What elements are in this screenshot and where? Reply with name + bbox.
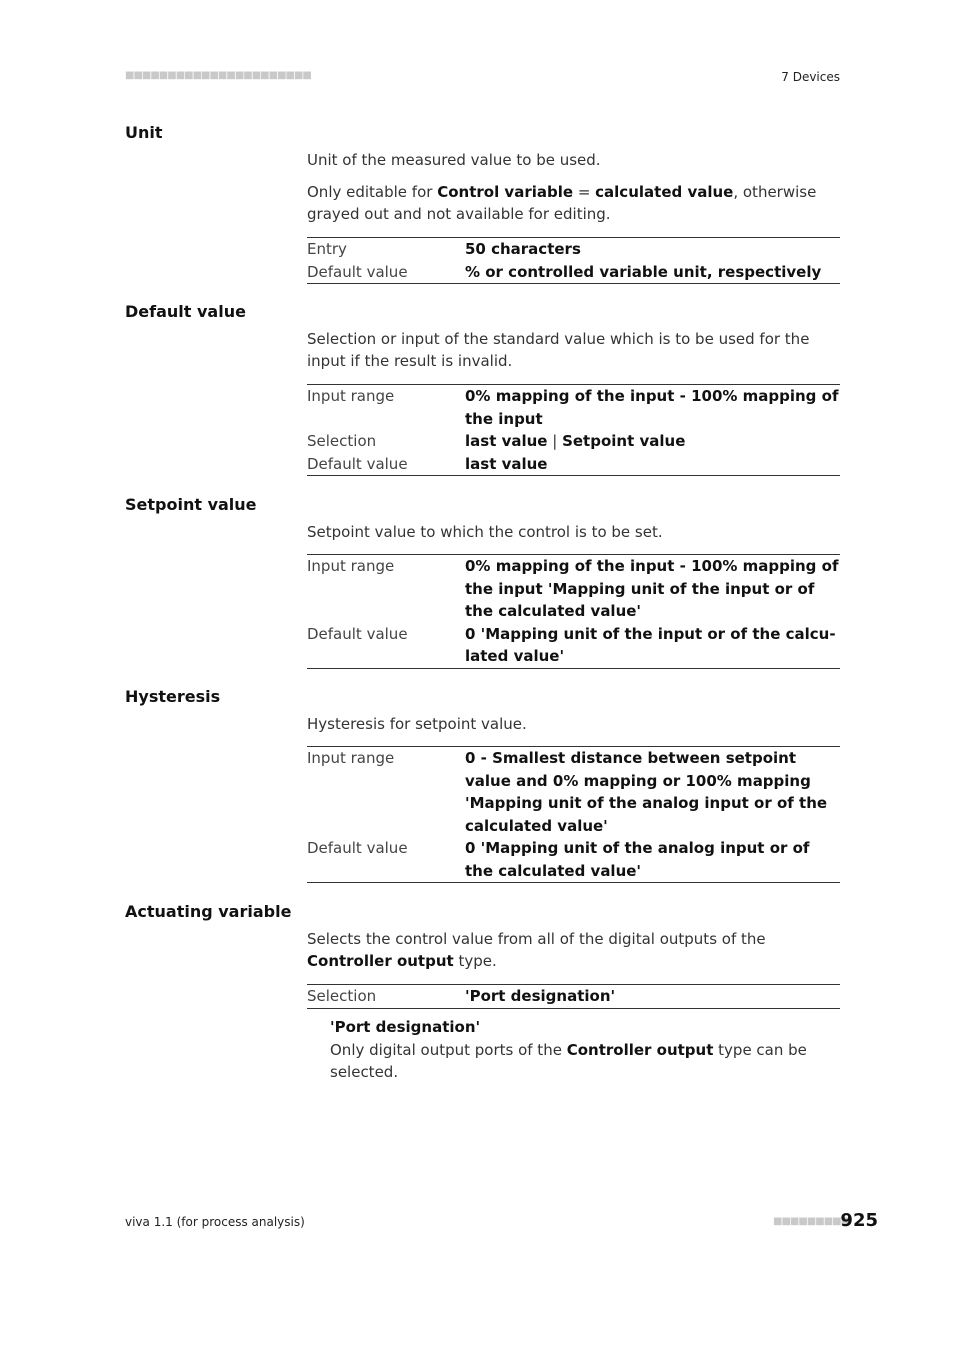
default-value-properties-table xyxy=(307,384,840,476)
table-row: Default value 0 'Mapping unit of the input or of the calculated value' xyxy=(307,624,836,665)
table-row: Selection 'Port designation' xyxy=(307,987,616,1005)
table-row: Input range 0 - Smallest distance between setpoint value and 0% mapping or 100% mapping 'Mapping unit of the analog input or of the calculated value' xyxy=(307,749,828,835)
section-title-default-value: Default value xyxy=(125,302,246,321)
hysteresis-properties-table xyxy=(307,746,840,883)
section-title-setpoint-value: Setpoint value xyxy=(125,495,257,514)
unit-properties-table xyxy=(307,237,840,284)
unit-note: Only editable for Control variable = calculated value, otherwise grayed out and not available for editing. xyxy=(307,183,817,223)
chapter-title: 7 Devices xyxy=(781,70,840,84)
table-row: Default value % or controlled variable unit, respectively xyxy=(307,262,822,281)
setpoint-value-description: Setpoint value to which the control is to be set. xyxy=(307,523,663,541)
setpoint-value-properties-table xyxy=(307,554,840,669)
product-name: viva 1.1 (for process analysis) xyxy=(125,1215,305,1229)
section-title-hysteresis: Hysteresis xyxy=(125,687,221,706)
header-decoration: ■■■■■■■■■■■■■■■■■■■■■■ xyxy=(125,70,311,81)
actuating-variable-description: Selects the control value from all of the digital outputs of the Controller output type. xyxy=(307,930,766,970)
section-title-unit: Unit xyxy=(125,123,163,142)
footer-decoration: ■■■■■■■■■ xyxy=(773,1216,850,1227)
table-row: Default value 0 'Mapping unit of the analog input or of the calculated value' xyxy=(307,839,810,880)
unit-description: Unit of the measured value to be used. xyxy=(307,151,601,169)
actuating-variable-properties-table xyxy=(307,984,840,1009)
table-row: Default value last value xyxy=(307,454,548,473)
default-value-description: Selection or input of the standard value which is to be used for the input if the result is invalid. xyxy=(307,330,810,370)
table-row: Selection last value | Setpoint value xyxy=(307,432,686,450)
table-row: Input range 0% mapping of the input - 100% mapping of the input 'Mapping unit of the input or of the calculated value' xyxy=(307,557,839,620)
table-row: Entry 50 characters xyxy=(307,240,581,258)
port-designation-option xyxy=(330,1016,842,1084)
table-row: Input range 0% mapping of the input - 100% mapping of the input xyxy=(307,387,839,428)
option-description: Only digital output ports of the Controller output type can be selected. xyxy=(330,1040,807,1081)
option-title: 'Port designation' xyxy=(330,1018,481,1036)
page-number: 925 xyxy=(840,1210,878,1231)
section-title-actuating-variable: Actuating variable xyxy=(125,902,292,921)
hysteresis-description: Hysteresis for setpoint value. xyxy=(307,715,527,733)
